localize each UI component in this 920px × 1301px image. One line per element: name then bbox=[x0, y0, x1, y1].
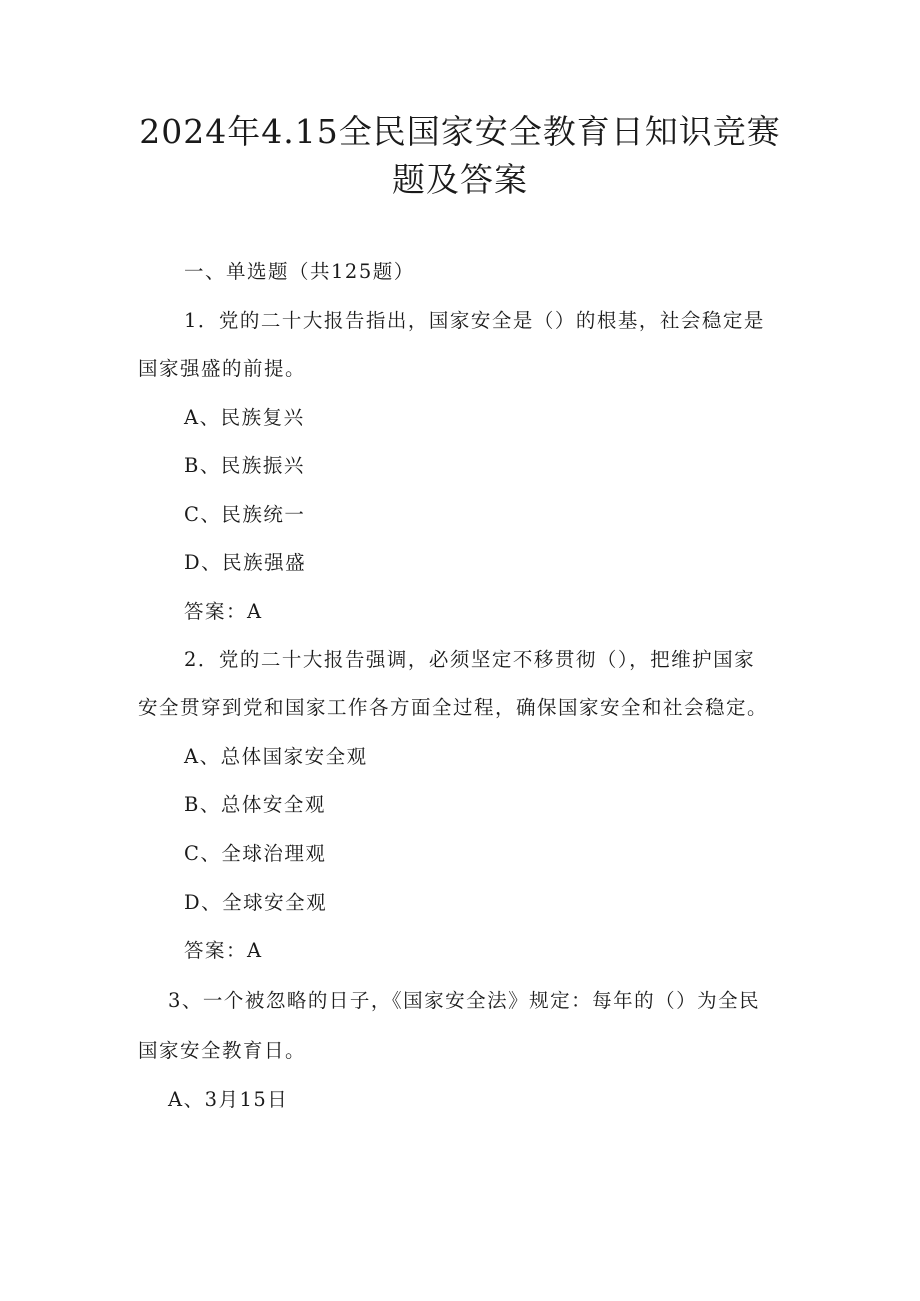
question-3-stem-line-2: 国家安全教育日。 bbox=[138, 1039, 307, 1062]
question-2-stem-line-2: 安全贯穿到党和国家工作各方面全过程，确保国家安全和社会稳定。 bbox=[138, 696, 769, 719]
question-2-option-a: A、总体国家安全观 bbox=[184, 745, 368, 768]
question-1-answer: 答案：A bbox=[184, 600, 263, 623]
question-1-option-a: A、民族复兴 bbox=[184, 406, 305, 429]
question-3-option-a: A、3月15日 bbox=[168, 1088, 289, 1111]
question-1-option-b: B、民族振兴 bbox=[184, 454, 305, 477]
question-1-option-c: C、民族统一 bbox=[184, 503, 306, 526]
document-title-line-2: 题及答案 bbox=[392, 160, 528, 199]
question-1-stem-line-1: 1．党的二十大报告指出，国家安全是（）的根基，社会稳定是 bbox=[184, 309, 765, 332]
question-1-option-d: D、民族强盛 bbox=[184, 551, 307, 574]
document-title-line-1: 2024年4.15全民国家安全教育日知识竞赛 bbox=[139, 112, 781, 151]
question-2-option-d: D、全球安全观 bbox=[184, 891, 328, 914]
question-1-stem-line-2: 国家强盛的前提。 bbox=[138, 357, 307, 380]
question-2-stem-line-1: 2．党的二十大报告强调，必须坚定不移贯彻（），把维护国家 bbox=[184, 648, 756, 671]
section-heading: 一、单选题（共125题） bbox=[184, 260, 415, 283]
question-2-option-b: B、总体安全观 bbox=[184, 793, 326, 816]
question-3-stem-line-1: 3、一个被忽略的日子，《国家安全法》规定：每年的（）为全民 bbox=[168, 989, 761, 1012]
question-2-option-c: C、全球治理观 bbox=[184, 842, 327, 865]
question-2-answer: 答案：A bbox=[184, 939, 263, 962]
